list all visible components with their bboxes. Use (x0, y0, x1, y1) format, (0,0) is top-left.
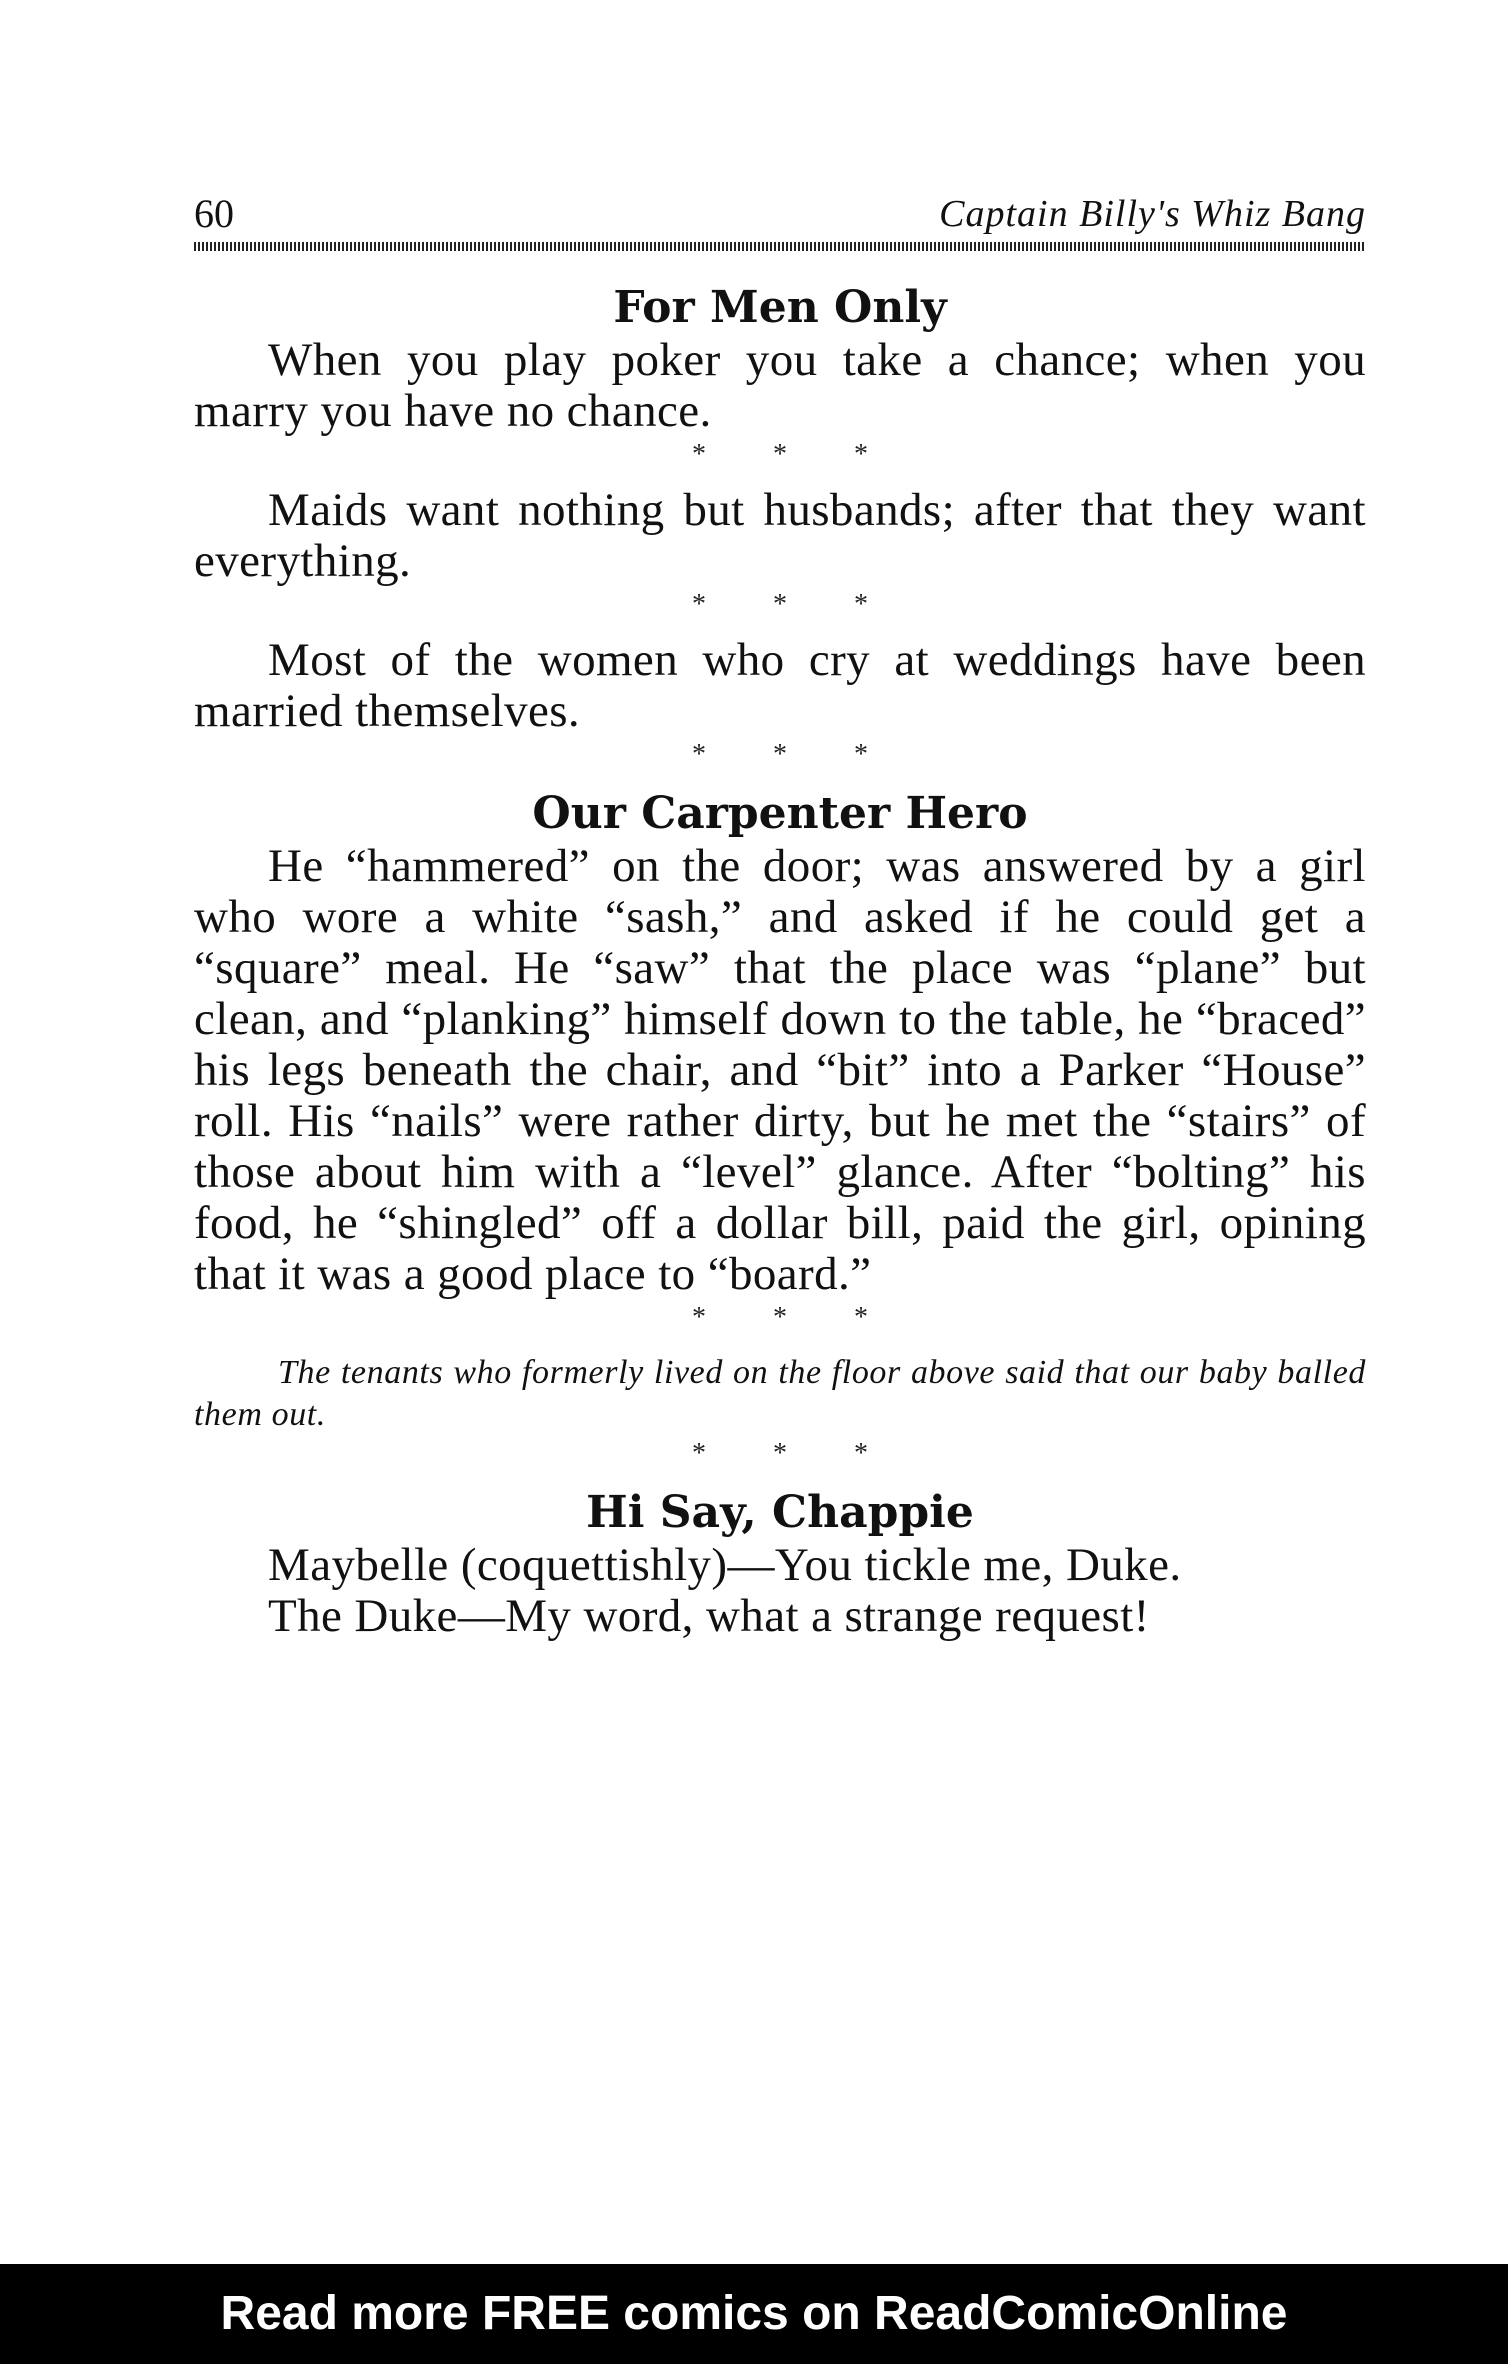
heading-for-men-only: For Men Only (613, 282, 947, 333)
text-column (194, 188, 1366, 1642)
separator-stars: * * * (692, 439, 898, 470)
carpenter-story: He “hammered” on the door; was answered by a girl who wore a white “sash,” and asked if he could get a “square” meal. He “saw” that the place was “plane” but clean, and “planking” himself down to the table, he “braced” his legs beneath the chair, and “bit” into a Parker “House” roll. His “nails” were rather dirty, but he met the “stairs” of those about him with a “level” glance. After “bolting” his food, he “shingled” off a dollar bill, paid the girl, opining that it was a good place to “board.” (194, 840, 1366, 1300)
separator-stars: * * * (692, 1302, 898, 1333)
heading-carpenter-hero: Our Carpenter Hero (532, 788, 1028, 839)
joke-maids: Maids want nothing but husbands; after that they want everything. (194, 484, 1366, 587)
tenants-joke: The tenants who formerly lived on the floor above said that our baby balled them out. (194, 1354, 1366, 1433)
publication-title: Captain Billy's Whiz Bang (939, 193, 1366, 235)
running-header (194, 188, 1366, 240)
joke-poker: When you play poker you take a chance; when you marry you have no chance. (194, 334, 1366, 437)
dialog-duke: The Duke—My word, what a strange request! (268, 1590, 1150, 1642)
header-rule (194, 242, 1366, 251)
page-number: 60 (194, 191, 234, 236)
separator-stars: * * * (692, 739, 898, 770)
joke-weddings: Most of the women who cry at weddings have been married themselves. (194, 634, 1366, 737)
promo-banner[interactable]: Read more FREE comics on ReadComicOnline (0, 2264, 1508, 2364)
dialog-maybelle: Maybelle (coquettishly)—You tickle me, Duke. (268, 1539, 1182, 1591)
heading-hi-say-chappie: Hi Say, Chappie (586, 1487, 974, 1538)
separator-stars: * * * (692, 589, 898, 620)
separator-stars: * * * (692, 1438, 898, 1469)
